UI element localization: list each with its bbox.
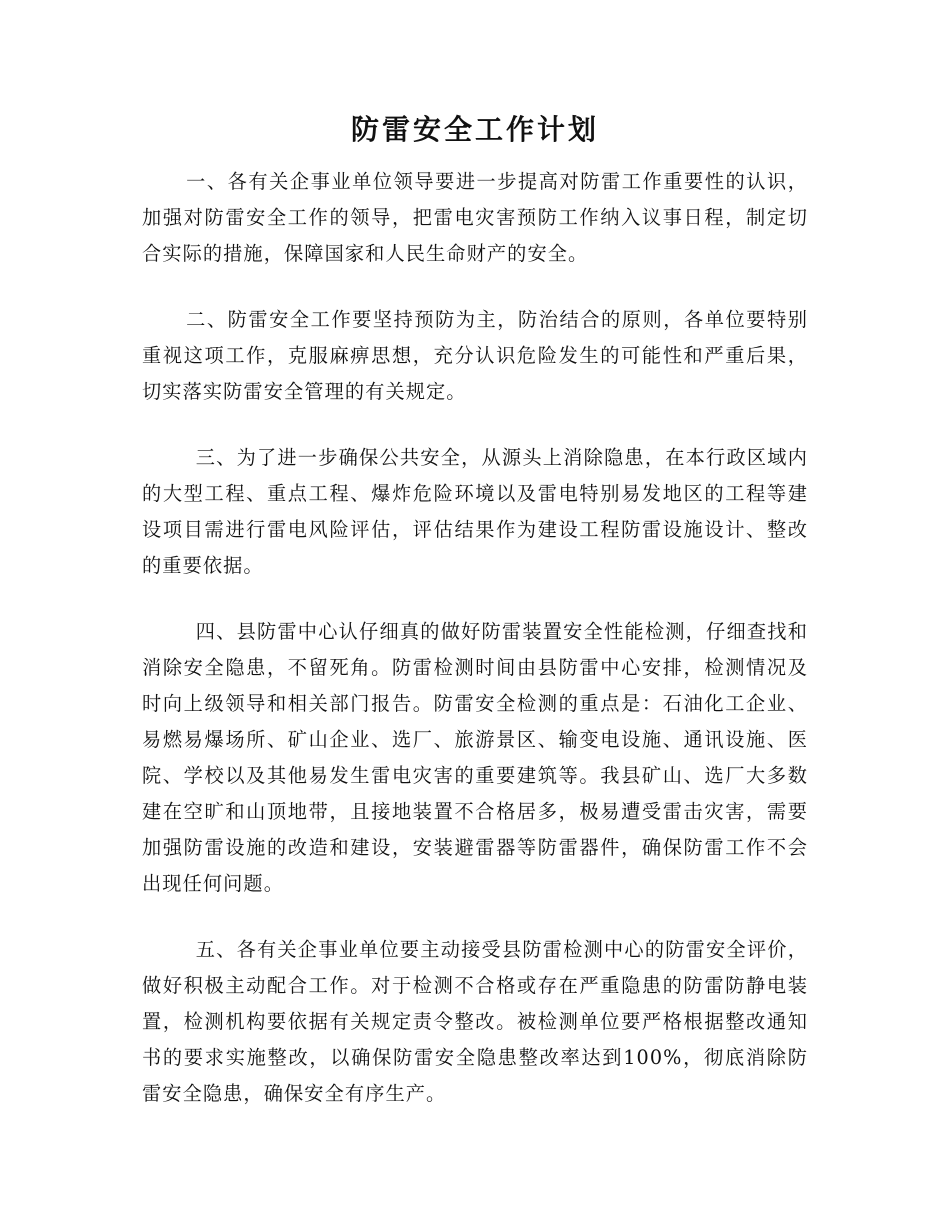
paragraph-4: 四、县防雷中心认仔细真的做好防雷装置安全性能检测，仔细查找和消除安全隐患，不留死角。防雷检测时间由县防雷中心安排，检测情况及时向上级领导和相关部门报告。防雷安全检测的重点是：石油化工企业、易燃易爆场所、矿山企业、选厂、旅游景区、输变电设施、通讯设施、医院、学校以及其他易发生雷电灾害的重要建筑等。我县矿山、选厂大多数建在空旷和山顶地带，且接地装置不合格居多，极易遭受雷击灾害，需要加强防雷设施的改造和建设，安装避雷器等防雷器件，确保防雷工作不会出现任何问题。 — [142, 620, 808, 895]
document-title: 防雷安全工作计划 — [350, 113, 599, 146]
paragraph-5: 五、各有关企事业单位要主动接受县防雷检测中心的防雷安全评价，做好积极主动配合工作。对于检测不合格或存在严重隐患的防雷防静电装置，检测机构要依据有关规定责令整改。被检测单位要严格根据整改通知书的要求实施整改，以确保防雷安全隐患整改率达到100%，彻底消除防雷安全隐患，确保安全有序生产。 — [142, 938, 808, 1105]
document-body — [142, 164, 808, 1142]
paragraph-1: 一、各有关企事业单位领导要进一步提高对防雷工作重要性的认识，加强对防雷安全工作的领导，把雷电灾害预防工作纳入议事日程，制定切合实际的措施，保障国家和人民生命财产的安全。 — [142, 170, 808, 265]
paragraph-2: 二、防雷安全工作要坚持预防为主，防治结合的原则，各单位要特别重视这项工作，克服麻痹思想，充分认识危险发生的可能性和严重后果，切实落实防雷安全管理的有关规定。 — [142, 308, 808, 403]
paragraph-3: 三、为了进一步确保公共安全，从源头上消除隐患，在本行政区域内的大型工程、重点工程、爆炸危险环境以及雷电特别易发地区的工程等建设项目需进行雷电风险评估，评估结果作为建设工程防雷设施设计、整改的重要依据。 — [142, 446, 808, 577]
